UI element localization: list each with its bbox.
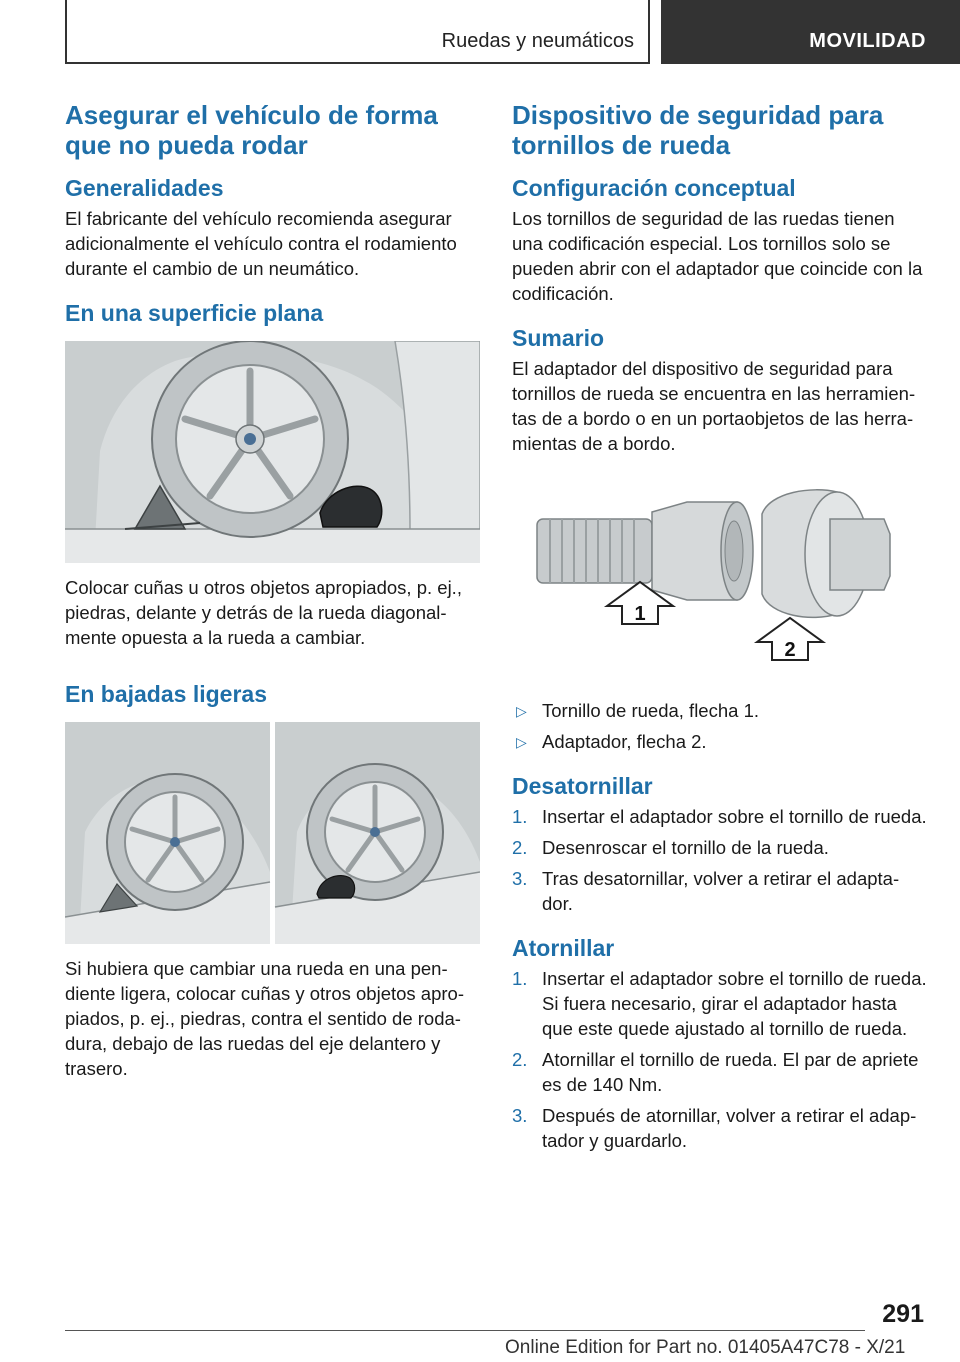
step-text: Insertar el adaptador sobre el tornillo de rueda. Si fuera necesario, girar el adaptador hasta que este quede ajustado al tornillo de rueda. [542,968,927,1039]
triangle-bullet-icon: ▷ [516,734,527,750]
list-item [512,966,927,1041]
page-title-right: Dispositivo de seguridad para tornillos de rueda [512,100,884,160]
step-number: 3. [512,868,528,889]
list-item [512,835,927,860]
text-configuracion: Los tornillos de seguridad de las ruedas tienen una codificación especial. Los tornillos solo se pueden abrir con el adaptador que coincide con la codificación. [512,208,923,304]
heading-sumario: Sumario [512,325,605,351]
arrow-label-1: 1 [634,603,646,625]
heading-generalidades: Generalidades [65,175,224,201]
edition-footer: Online Edition for Part no. 01405A47C78 - X/21 [505,1337,906,1358]
list-item [512,866,927,916]
heading-bajadas-ligeras: En bajadas ligeras [65,681,267,707]
step-number: 1. [512,968,528,989]
step-number: 2. [512,1049,528,1070]
header-section-title: Ruedas y neumáticos [441,30,634,52]
left-column [65,100,480,1099]
arrow-label-2: 2 [784,639,796,661]
list-item [512,804,927,829]
list-item [512,698,927,723]
header-chapter-title: MOVILIDAD [809,30,926,52]
list-item [512,729,927,754]
step-text: Desenroscar el tornillo de la rueda. [542,837,829,858]
step-text: Insertar el adaptador sobre el tornillo de rueda. [542,806,927,827]
desatornillar-steps [512,804,927,916]
header-chapter-tab [661,0,960,64]
list-item [512,1047,927,1097]
step-number: 3. [512,1105,528,1126]
header-section-tab [65,0,650,64]
text-sumario: El adaptador del dispositivo de seguridad para tornillos de rueda se encuentra en las herramien‐tas de a bordo o en un portaobjetos de las herra‐mientas de a bordo. [512,358,916,454]
text-superficie-plana: Colocar cuñas u otros objetos apropiados, p. ej., piedras, delante y detrás de la rueda diagonal‐mente opuesta a la rueda a cambiar. [65,577,462,648]
bullet-text: Adaptador, flecha 2. [542,731,707,752]
flat-surface-wheel-illustration [65,341,480,563]
heading-superficie-plana: En una superficie plana [65,300,324,326]
text-bajadas-ligeras: Si hubiera que cambiar una rueda en una pen‐diente ligera, colocar cuñas y otros objetos apro‐piados, p. ej., piedras, contra el sentido de roda‐dura, debajo de las ruedas del eje delantero y trasero. [65,958,464,1079]
step-number: 2. [512,837,528,858]
atornillar-steps [512,966,927,1153]
parts-bullet-list [512,698,927,754]
page-number: 291 [882,1300,924,1328]
page-title-left: Asegurar el vehículo de forma que no pueda rodar [65,100,438,160]
bullet-text: Tornillo de rueda, flecha 1. [542,700,759,721]
heading-atornillar: Atornillar [512,935,615,961]
heading-desatornillar: Desatornillar [512,773,653,799]
step-text: Después de atornillar, volver a retirar el adap‐tador y guardarlo. [542,1105,917,1151]
wheel-bolt-adapter-illustration [512,464,927,686]
list-item [512,1103,927,1153]
step-text: Atornillar el tornillo de rueda. El par de apriete es de 140 Nm. [542,1049,919,1095]
triangle-bullet-icon: ▷ [516,703,527,719]
right-column [512,100,927,1171]
step-text: Tras desatornillar, volver a retirar el adapta‐dor. [542,868,900,914]
text-generalidades: El fabricante del vehículo recomienda asegurar adicionalmente el vehículo contra el rodamiento durante el cambio de un neumático. [65,208,457,279]
slope-wheels-illustration [65,722,480,944]
heading-configuracion: Configuración conceptual [512,175,796,201]
step-number: 1. [512,806,528,827]
footer-divider [65,1330,865,1331]
